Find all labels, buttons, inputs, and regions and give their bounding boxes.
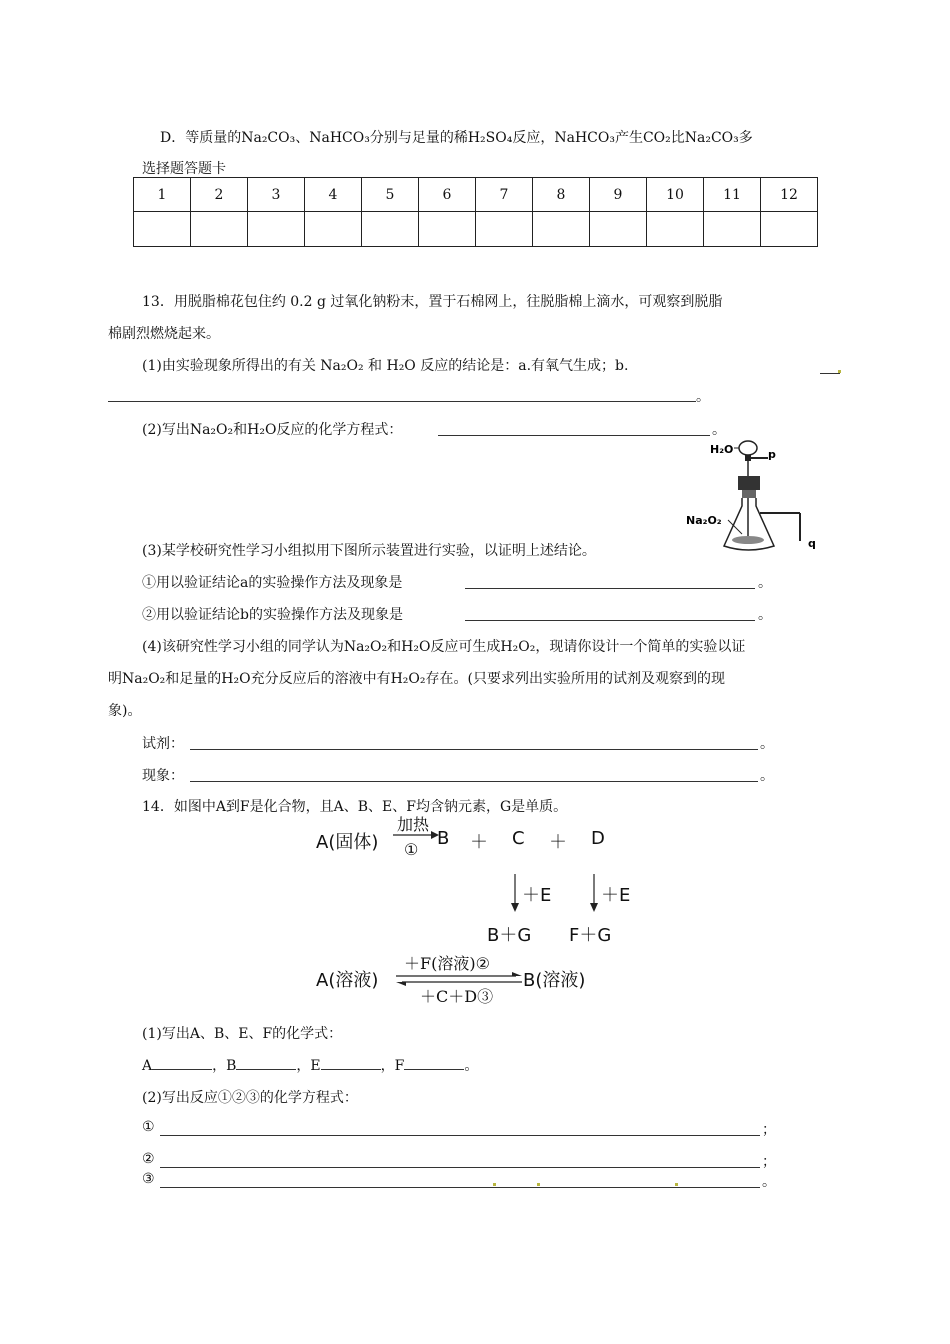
q13-part3-a: ①用以验证结论a的实验操作方法及现象是 (142, 575, 403, 591)
diagram-heat: 加热 (397, 815, 430, 834)
answer-blank[interactable] (465, 619, 755, 621)
diagram-plus-e: ＋E (601, 885, 631, 906)
answer-card-number: 4 (305, 178, 362, 212)
q13-part3-b-end: 。 (758, 607, 772, 623)
answer-cell[interactable] (533, 212, 590, 247)
q13-stem-line2: 棉剧烈燃烧起来。 (108, 326, 220, 342)
formula-b-label: ，B (212, 1058, 237, 1074)
q13-part3-a-end: 。 (758, 575, 772, 591)
diagram-fg: F＋G (569, 925, 612, 946)
reaction-2-end: ； (762, 1154, 776, 1170)
reaction-1-label: ① (142, 1119, 155, 1135)
reaction-3-end: 。 (762, 1174, 776, 1190)
formula-b-blank[interactable] (236, 1068, 296, 1070)
apparatus-label-h2o: H₂O (710, 443, 734, 456)
reagent-label: 试剂： (142, 736, 184, 752)
q13-stem-line1: 13．用脱脂棉花包住约 0.2 g 过氧化钠粉末，置于石棉网上，往脱脂棉上滴水，可观察到脱脂 (142, 294, 723, 310)
q13-part2-end: 。 (712, 422, 726, 438)
answer-blank[interactable] (820, 372, 840, 374)
formula-a-blank[interactable] (152, 1068, 212, 1070)
phenomenon-label: 现象： (142, 768, 184, 784)
answer-cell[interactable] (362, 212, 419, 247)
answer-cell[interactable] (134, 212, 191, 247)
q14-formula-row (142, 1055, 478, 1075)
formula-a-label: A (142, 1058, 153, 1074)
formula-e-blank[interactable] (321, 1068, 381, 1070)
answer-blank[interactable] (465, 587, 755, 589)
diagram-d: D (591, 828, 605, 849)
mark-dot (493, 1183, 496, 1186)
reaction-3-label: ③ (142, 1171, 155, 1187)
q13-part1-line1: (1)由实验现象所得出的有关 Na₂O₂ 和 H₂O 反应的结论是：a.有氧气生成；b. (142, 358, 629, 374)
answer-card-number: 7 (476, 178, 533, 212)
diagram-a-solution: A(溶液) (316, 970, 379, 991)
q13-part3: (3)某学校研究性学习小组拟用下图所示装置进行实验，以证明上述结论。 (142, 543, 596, 559)
diagram-c: C (512, 828, 525, 849)
answer-card-number: 8 (533, 178, 590, 212)
apparatus-figure (684, 436, 834, 556)
phenomenon-end: 。 (760, 768, 774, 784)
diagram-bg: B＋G (487, 925, 532, 946)
answer-cell[interactable] (191, 212, 248, 247)
diagram-arrow-1 (393, 830, 439, 840)
diagram-down-arrow-c (509, 874, 521, 912)
q13-part3-b: ②用以验证结论b的实验操作方法及现象是 (142, 607, 403, 623)
reagent-end: 。 (760, 736, 774, 752)
q13-part4-line2: 明Na₂O₂和足量的H₂O充分反应后的溶液中有H₂O₂存在。(只要求列出实验所用的试剂及观察到的现 (108, 671, 725, 687)
reaction-1-blank[interactable] (160, 1134, 760, 1136)
answer-card-number: 9 (590, 178, 647, 212)
diagram-plus: ＋ (470, 832, 488, 853)
q13-part2: (2)写出Na₂O₂和H₂O反应的化学方程式： (142, 422, 403, 438)
answer-cell[interactable] (590, 212, 647, 247)
reaction-2-label: ② (142, 1151, 155, 1167)
q13-part1-end: 。 (696, 389, 710, 405)
diagram-b: B (437, 828, 450, 849)
formula-f-label: ，F (380, 1058, 405, 1074)
answer-card-number: 6 (419, 178, 476, 212)
apparatus-label-p: p (768, 448, 776, 461)
answer-card-number: 2 (191, 178, 248, 212)
answer-card-number: 10 (647, 178, 704, 212)
reaction-2-blank[interactable] (160, 1166, 760, 1168)
answer-cell[interactable] (305, 212, 362, 247)
diagram-step1: ① (404, 840, 419, 859)
answer-cell[interactable] (761, 212, 818, 247)
answer-card-title: 选择题答题卡 (142, 161, 226, 177)
answer-cell[interactable] (647, 212, 704, 247)
answer-cell[interactable] (704, 212, 761, 247)
q14-stem: 14．如图中A到F是化合物，且A、B、E、F均含钠元素，G是单质。 (142, 799, 568, 815)
answer-card-number: 3 (248, 178, 305, 212)
diagram-plus: ＋ (549, 832, 567, 853)
diagram-a-solid: A(固体) (316, 832, 379, 853)
answer-card-number: 11 (704, 178, 761, 212)
q14-part1: (1)写出A、B、E、F的化学式： (142, 1026, 343, 1042)
diagram-down-arrow-d (588, 874, 600, 912)
q13-part4-line3: 象)。 (108, 703, 142, 719)
mark-dot (838, 370, 841, 373)
answer-blank[interactable] (438, 434, 710, 436)
diagram-bottom-reagent: ＋C＋D③ (420, 987, 494, 1006)
answer-card-number: 5 (362, 178, 419, 212)
mark-dot (675, 1183, 678, 1186)
answer-cell[interactable] (476, 212, 533, 247)
q12-option-d: D．等质量的Na₂CO₃、NaHCO₃分别与足量的稀H₂SO₄反应，NaHCO₃产生CO₂比Na₂CO₃多 (160, 130, 753, 146)
phenomenon-blank[interactable] (190, 780, 758, 782)
formula-f-blank[interactable] (404, 1068, 464, 1070)
answer-cell[interactable] (419, 212, 476, 247)
diagram-b-solution: B(溶液) (523, 970, 586, 991)
q14-part2: (2)写出反应①②③的化学方程式： (142, 1090, 358, 1106)
reagent-blank[interactable] (190, 748, 758, 750)
formula-end: 。 (464, 1058, 479, 1074)
apparatus-label-na2o2: Na₂O₂ (686, 514, 722, 527)
answer-card-table (133, 177, 818, 247)
reaction-3-blank[interactable] (160, 1186, 760, 1188)
answer-card-number: 12 (761, 178, 818, 212)
diagram-top-reagent: ＋F(溶液)② (404, 954, 490, 973)
formula-e-label: ，E (296, 1058, 321, 1074)
diagram-plus-e: ＋E (522, 885, 552, 906)
answer-cell[interactable] (248, 212, 305, 247)
answer-blank[interactable] (108, 400, 696, 402)
q13-part4-line1: (4)该研究性学习小组的同学认为Na₂O₂和H₂O反应可生成H₂O₂，现请你设计一个简单的实验以证 (142, 639, 746, 655)
answer-card-number: 1 (134, 178, 191, 212)
mark-dot (537, 1183, 540, 1186)
apparatus-label-q: q (808, 537, 816, 550)
reaction-1-end: ； (762, 1122, 776, 1138)
